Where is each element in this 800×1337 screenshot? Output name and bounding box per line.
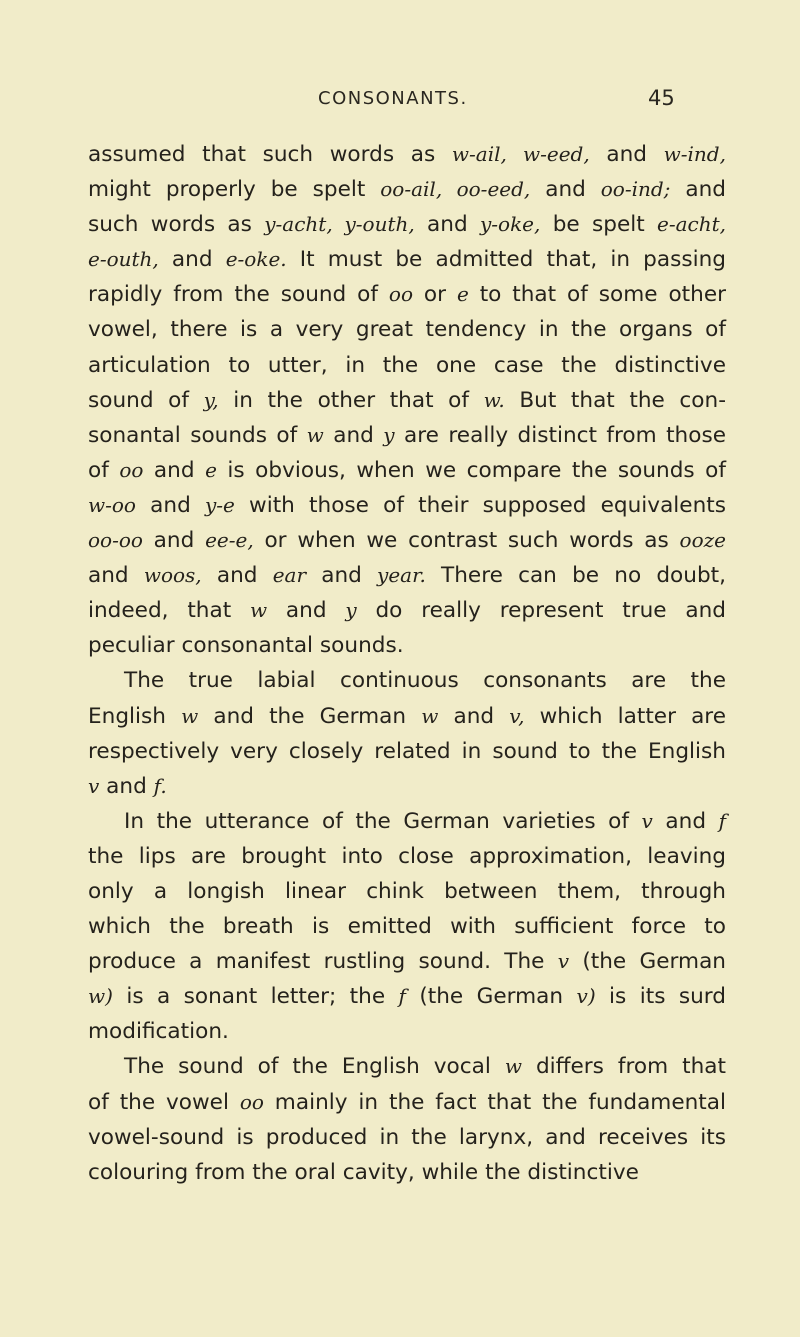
page-header <box>0 88 800 128</box>
text-line <box>88 1049 726 1084</box>
italic-term: f. <box>153 773 167 798</box>
text-segment: modification. <box>88 1019 229 1045</box>
italic-term: w <box>250 598 268 623</box>
text-segment: which latter are <box>524 703 726 729</box>
text-segment: But that the con- <box>504 387 726 413</box>
text-segment: and <box>142 528 206 554</box>
text-segment: is obvious, when we compare the sounds of <box>216 457 726 483</box>
text-line <box>88 944 726 979</box>
text-segment: and <box>323 422 384 448</box>
text-line <box>88 207 726 242</box>
italic-term: y-acht, y-outh, <box>264 212 415 237</box>
italic-term: oo-ind; <box>600 177 671 202</box>
text-segment: (the German <box>405 984 577 1010</box>
text-line <box>88 453 726 488</box>
italic-term: e-oke. <box>225 247 287 272</box>
italic-term: oo-ail, oo-eed, <box>380 177 531 202</box>
text-line <box>88 909 726 944</box>
text-segment: are really distinct from those <box>394 422 726 448</box>
text-segment: or when we contrast such words as <box>253 528 680 554</box>
text-segment: and <box>414 212 480 238</box>
text-line <box>88 172 726 207</box>
text-segment: and <box>135 492 205 518</box>
italic-term: f <box>718 808 726 833</box>
text-segment: and <box>438 703 510 729</box>
text-segment: indeed, that <box>88 598 250 624</box>
italic-term: w-ind, <box>663 142 726 166</box>
text-line <box>88 769 726 804</box>
text-segment: and <box>201 563 273 589</box>
text-segment: It must be admitted that, in passing <box>286 247 726 273</box>
text-segment: and <box>267 598 346 624</box>
text-line <box>88 523 726 558</box>
italic-term: v <box>641 808 653 833</box>
italic-term: w-oo <box>88 492 136 517</box>
italic-term: oo <box>119 457 144 482</box>
text-segment: and <box>88 563 144 589</box>
italic-term: v, <box>509 703 525 728</box>
text-segment: and <box>99 773 154 799</box>
text-line <box>88 418 726 453</box>
text-segment: and <box>306 563 378 589</box>
text-segment: vowel-sound is produced in the larynx, and receives its <box>88 1124 726 1150</box>
text-segment: peculiar consonantal sounds. <box>88 633 404 659</box>
text-segment: and the German <box>198 703 422 729</box>
italic-term: ooze <box>679 528 726 553</box>
body-text <box>88 137 726 1190</box>
text-segment: to that of some other <box>468 282 726 308</box>
italic-term: f <box>398 984 406 1009</box>
text-segment: the lips are brought into close approximation, leaving <box>88 843 726 869</box>
italic-term: y, <box>203 387 219 412</box>
text-line <box>88 242 726 277</box>
italic-term: oo <box>388 282 414 307</box>
text-line <box>88 558 726 593</box>
text-segment: colouring from the oral cavity, while the distinctive <box>88 1159 639 1185</box>
text-segment: and <box>670 177 726 203</box>
italic-term: y <box>345 598 357 623</box>
text-segment: produce a manifest rustling sound. The <box>88 949 558 975</box>
italic-term: v <box>88 773 100 798</box>
text-line <box>88 663 726 698</box>
italic-term: y-oke, <box>479 212 541 237</box>
text-line <box>88 699 726 734</box>
italic-term: e <box>205 457 217 482</box>
text-segment: is a sonant letter; the <box>112 984 399 1010</box>
italic-term: e-outh, <box>88 247 159 272</box>
text-line <box>88 348 726 383</box>
text-segment: and <box>158 247 226 273</box>
italic-term: year. <box>377 563 426 588</box>
text-segment: and <box>652 808 719 834</box>
text-segment: and <box>530 177 601 203</box>
text-segment: only a longish linear chink between them, through <box>88 878 726 904</box>
text-line <box>88 1120 726 1155</box>
text-segment: of <box>88 457 120 483</box>
text-segment: in the other that of <box>218 387 484 413</box>
text-line <box>88 874 726 909</box>
text-line <box>88 277 726 312</box>
italic-term: woos, <box>143 563 202 588</box>
text-segment: mainly in the fact that the fundamental <box>263 1089 727 1115</box>
italic-term: w <box>421 703 439 728</box>
text-segment: assumed that such words as <box>88 142 452 167</box>
italic-term: v) <box>576 984 596 1009</box>
text-line <box>88 734 726 769</box>
text-line <box>88 137 726 172</box>
text-segment: or <box>413 282 457 308</box>
text-segment: English <box>88 703 182 729</box>
text-segment: and <box>589 142 664 167</box>
text-segment: of the vowel <box>88 1089 240 1115</box>
text-segment: is its surd <box>595 984 726 1010</box>
text-line <box>88 804 726 839</box>
italic-term: w <box>306 422 324 447</box>
text-segment: do really represent true and <box>356 598 727 624</box>
text-segment: The true labial continuous consonants are the <box>124 668 726 694</box>
italic-term: w-ail, w-eed, <box>451 142 590 166</box>
text-segment: The sound of the English vocal <box>124 1054 505 1080</box>
text-segment: which the breath is emitted with sufficient force to <box>88 914 726 940</box>
text-segment: There can be no doubt, <box>425 563 726 589</box>
text-segment: differs from that <box>521 1054 726 1080</box>
text-line <box>88 383 726 418</box>
text-line <box>88 628 726 663</box>
italic-term: w <box>181 703 199 728</box>
italic-term: w. <box>483 387 505 412</box>
italic-term: ee-e, <box>205 528 254 553</box>
text-segment: respectively very closely related in sound to the English <box>88 738 726 764</box>
text-segment: (the German <box>569 949 726 975</box>
text-line <box>88 1014 726 1049</box>
italic-term: v <box>557 949 570 974</box>
text-line <box>88 979 726 1014</box>
text-segment: such words as <box>88 212 265 238</box>
text-segment: with those of their supposed equivalents <box>234 492 726 518</box>
italic-term: w <box>504 1054 522 1079</box>
italic-term: ear <box>272 563 307 588</box>
italic-term: y-e <box>204 492 235 517</box>
text-segment: sound of <box>88 387 204 413</box>
text-line <box>88 1085 726 1120</box>
text-segment: be spelt <box>540 212 657 238</box>
italic-term: e-acht, <box>657 212 726 237</box>
text-segment: and <box>143 457 206 483</box>
text-line <box>88 1155 726 1190</box>
italic-term: w) <box>88 984 113 1009</box>
running-title: CONSONANTS. <box>318 88 468 109</box>
text-segment: In the utterance of the German varieties of <box>124 808 642 834</box>
italic-term: y <box>383 422 395 447</box>
text-line <box>88 488 726 523</box>
italic-term: oo-oo <box>88 528 143 553</box>
italic-term: oo <box>239 1089 264 1114</box>
text-segment: rapidly from the sound of <box>88 282 389 308</box>
text-segment: sonantal sounds of <box>88 422 307 448</box>
text-line <box>88 593 726 628</box>
italic-term: e <box>456 282 469 307</box>
text-segment: might properly be spelt <box>88 177 381 203</box>
page-number: 45 <box>648 86 675 110</box>
text-segment: vowel, there is a very great tendency in the organs of <box>88 317 726 343</box>
text-line <box>88 839 726 874</box>
text-line <box>88 312 726 347</box>
text-segment: articulation to utter, in the one case the distinctive <box>88 352 726 378</box>
